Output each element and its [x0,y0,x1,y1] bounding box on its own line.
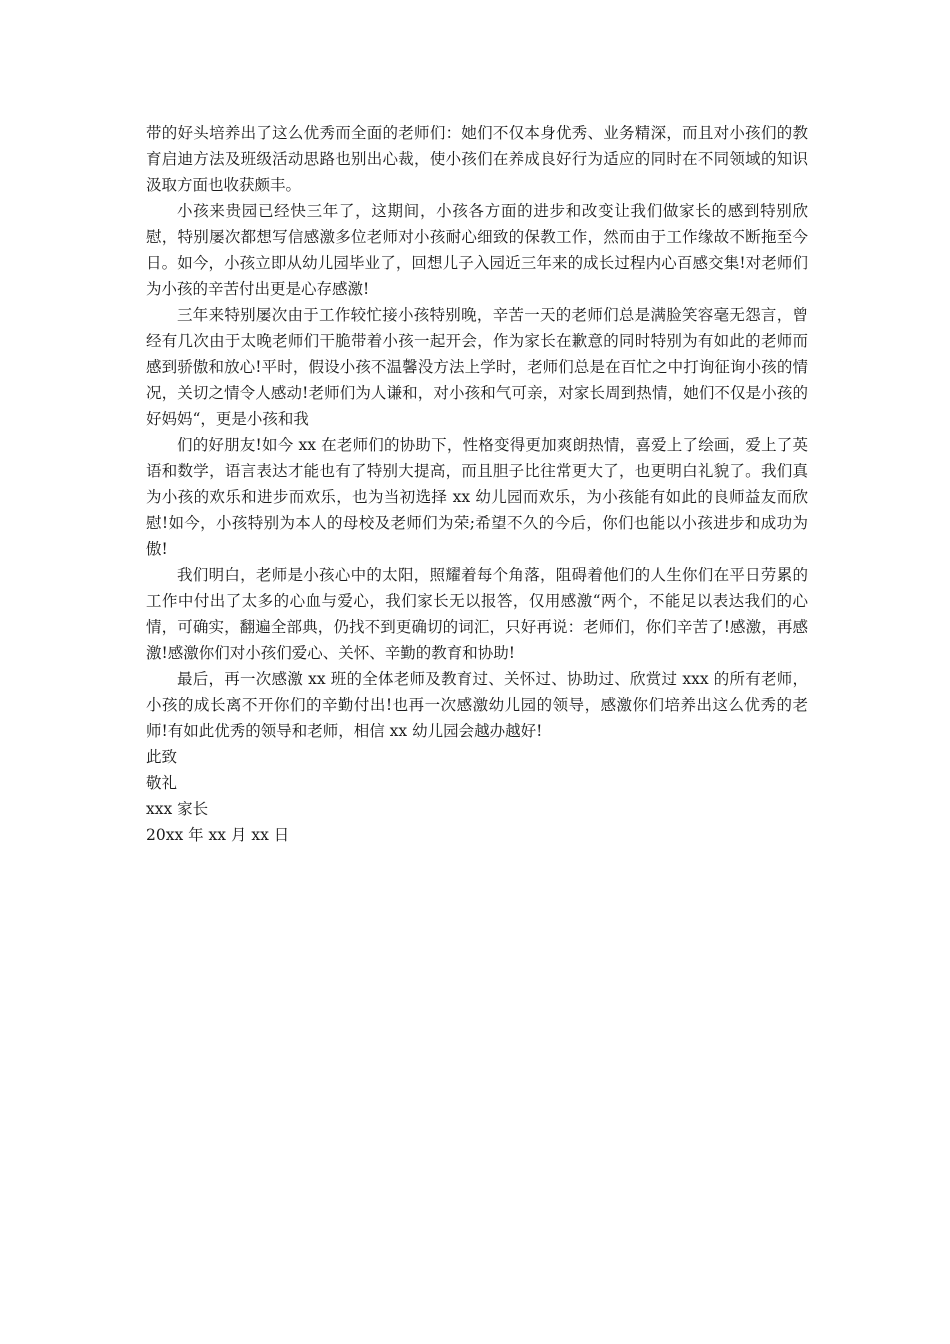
paragraph-three-years: 小孩来贵园已经快三年了，这期间，小孩各方面的进步和改变让我们做家长的感到特别欣慰，特别屡次都想写信感激多位老师对小孩耐心细致的保教工作，然而由于工作缘故不断拖至今日。如今，小孩立即从幼儿园毕业了，回想儿子入园近三年来的成长过程内心百感交集!对老师们为小孩的辛苦付出更是心存感激! [146,202,808,298]
paragraph-good-friends: 们的好朋友!如今 xx 在老师们的协助下，性格变得更加爽朗热情，喜爱上了绘画，爱上了英语和数学，语言表达才能也有了特别大提高，而且胆子比往常更大了，也更明白礼貌了。我们真为小孩的欢乐和进步而欢乐，也为当初选择 xx 幼儿园而欢乐，为小孩能有如此的良师益友而欣慰!如今，小孩特别为本人的母校及老师们为荣;希望不久的今后，你们也能以小孩进步和成功为傲! [146,436,808,558]
paragraph-teacher-sun: 我们明白，老师是小孩心中的太阳，照耀着每个角落，阻碍着他们的人生你们在平日劳累的工作中付出了太多的心血与爱心，我们家长无以报答，仅用感激“两个，不能足以表达我们的心情，可确实，翻遍全部典，仍找不到更确切的词汇，只好再说：老师们，你们辛苦了!感激，再感激!感激你们对小孩们爱心、关怀、辛勤的教育和协助! [146,566,808,662]
signature: xxx 家长 [146,800,209,818]
paragraph-late-pickup: 三年来特别屡次由于工作较忙接小孩特别晚，辛苦一天的老师们总是满脸笑容毫无怨言，曾经有几次由于太晚老师们干脆带着小孩一起开会，作为家长在歉意的同时特别为有如此的老师而感到骄傲和放心!平时，假设小孩不温馨没方法上学时，老师们总是在百忙之中打询征询小孩的情况，关切之情令人感动!老师们为人谦和，对小孩和气可亲，对家长周到热情，她们不仅是小孩的好妈妈“，更是小孩和我 [146,306,808,428]
paragraph-continuation: 带的好头培养出了这么优秀而全面的老师们：她们不仅本身优秀、业务精深，而且对小孩们的教育启迪方法及班级活动思路也别出心裁，使小孩们在养成良好行为适应的同时在不同领域的知识汲取方面也收获颇丰。 [146,124,808,194]
closing-salutation: 此致 [146,748,178,766]
letter-body [146,120,808,848]
letter-date: 20xx 年 xx 月 xx 日 [146,826,290,844]
paragraph-final-thanks: 最后，再一次感激 xx 班的全体老师及教育过、关怀过、协助过、欣赏过 xxx 的所有老师，小孩的成长离不开你们的辛勤付出!也再一次感激幼儿园的领导，感激你们培养出这么优秀的老师!有如此优秀的领导和老师，相信 xx 幼儿园会越办越好! [146,670,808,740]
closing-regards: 敬礼 [146,774,178,792]
